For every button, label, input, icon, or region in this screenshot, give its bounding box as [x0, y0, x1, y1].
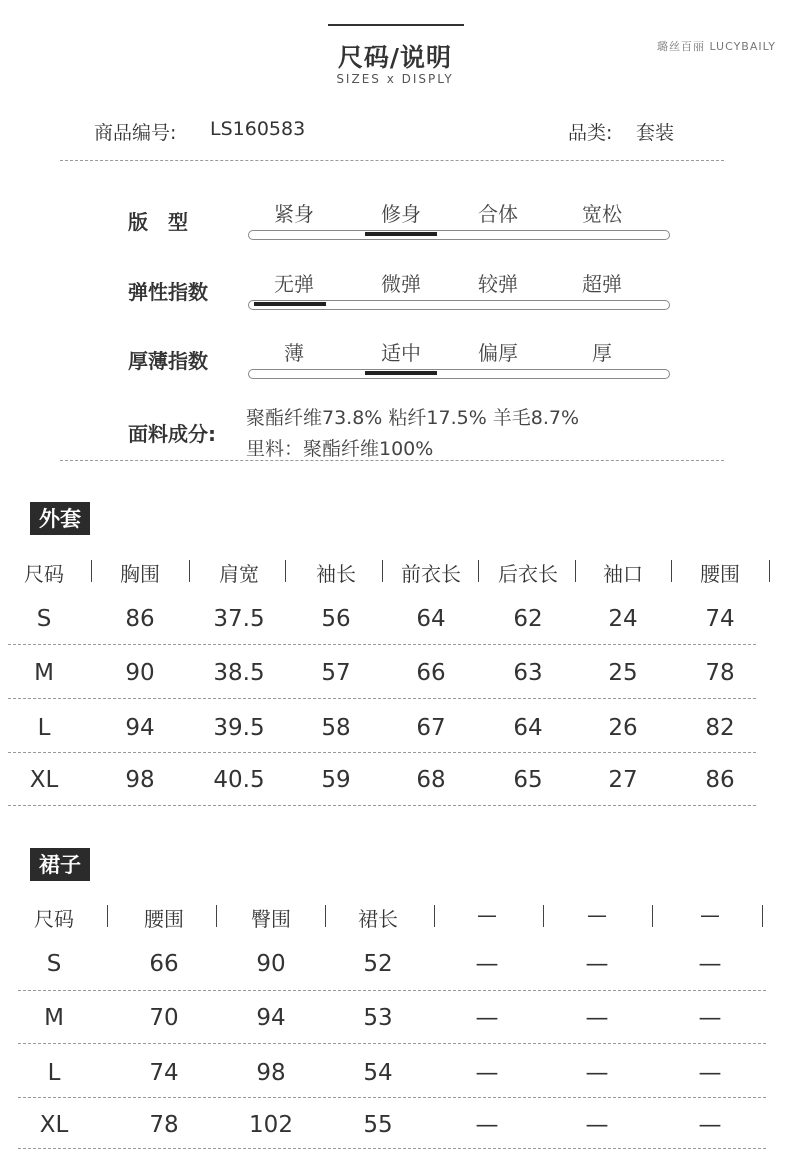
column-separator [107, 905, 108, 927]
attribute-selected-marker [254, 302, 326, 306]
column-separator [543, 905, 544, 927]
table-cell: 68 [416, 767, 446, 793]
table-cell: 86 [125, 606, 155, 632]
column-header: 臀围 [251, 907, 291, 931]
table-cell: 102 [249, 1112, 293, 1138]
table-cell: — [585, 951, 609, 977]
column-separator [285, 560, 286, 582]
row-divider [8, 644, 756, 645]
divider [60, 160, 724, 161]
table-cell: 56 [321, 606, 351, 632]
table-cell: 67 [416, 715, 446, 741]
attribute-option: 合体 [478, 202, 518, 226]
table-cell: 90 [256, 951, 286, 977]
column-header: 袖长 [316, 562, 356, 586]
table-cell: 64 [416, 606, 446, 632]
table-cell: 94 [256, 1005, 286, 1031]
attribute-option: 紧身 [274, 202, 314, 226]
fabric-composition: 聚酯纤维73.8% 粘纤17.5% 羊毛8.7% [246, 407, 580, 429]
table-cell: — [585, 1112, 609, 1138]
column-separator [671, 560, 672, 582]
attribute-option: 偏厚 [478, 341, 518, 365]
column-header: — [477, 903, 497, 927]
column-header: 腰围 [144, 907, 184, 931]
table-cell: — [585, 1060, 609, 1086]
column-separator [382, 560, 383, 582]
column-header: — [700, 903, 720, 927]
attribute-option: 无弹 [274, 272, 314, 296]
column-header: 尺码 [24, 562, 64, 586]
table-cell: S [36, 606, 52, 632]
table-cell: 98 [256, 1060, 286, 1086]
column-separator [325, 905, 326, 927]
column-separator [434, 905, 435, 927]
lining-composition: 里料：聚酯纤维100% [246, 438, 434, 460]
column-separator [216, 905, 217, 927]
attribute-option: 厚 [592, 341, 612, 365]
table-cell: 55 [363, 1112, 393, 1138]
attribute-option: 适中 [381, 341, 421, 365]
table-cell: 27 [608, 767, 638, 793]
table-cell: 94 [125, 715, 155, 741]
table-cell: 57 [321, 660, 351, 686]
table-cell: — [475, 1060, 499, 1086]
table-cell: 59 [321, 767, 351, 793]
column-separator [478, 560, 479, 582]
table-cell: 66 [149, 951, 179, 977]
column-separator [189, 560, 190, 582]
column-separator [91, 560, 92, 582]
row-divider [8, 752, 756, 753]
table-cell: 86 [705, 767, 735, 793]
skirt-section-tag: 裙子 [30, 848, 90, 881]
table-cell: XL [39, 1112, 69, 1138]
row-divider [8, 805, 756, 806]
table-cell: 26 [608, 715, 638, 741]
table-cell: 25 [608, 660, 638, 686]
column-header: 前衣长 [401, 562, 461, 586]
table-cell: — [475, 1112, 499, 1138]
table-cell: 78 [149, 1112, 179, 1138]
table-cell: 82 [705, 715, 735, 741]
table-cell: XL [29, 767, 59, 793]
table-cell: 65 [513, 767, 543, 793]
product-code-value: LS160583 [210, 118, 306, 140]
row-divider [8, 698, 756, 699]
brand-label: 璐丝百丽 LUCYBAILY [656, 40, 776, 53]
title-decoration-bar [328, 24, 464, 26]
column-separator [575, 560, 576, 582]
row-divider [18, 1148, 766, 1149]
row-divider [18, 1043, 766, 1044]
attribute-selected-marker [365, 232, 437, 236]
attribute-scale-track [248, 369, 670, 379]
table-cell: 70 [149, 1005, 179, 1031]
table-cell: 62 [513, 606, 543, 632]
table-cell: 52 [363, 951, 393, 977]
table-cell: 24 [608, 606, 638, 632]
attribute-option: 超弹 [582, 272, 622, 296]
attribute-selected-marker [365, 371, 437, 375]
attribute-scale-track [248, 230, 670, 240]
column-separator [762, 905, 763, 927]
attribute-label: 弹性指数 [128, 280, 208, 304]
table-cell: — [698, 1005, 722, 1031]
column-header: 胸围 [120, 562, 160, 586]
jacket-section-tag: 外套 [30, 502, 90, 535]
page-subtitle: SIZES x DISPLY [336, 72, 454, 86]
table-cell: L [37, 715, 51, 741]
table-cell: 78 [705, 660, 735, 686]
table-cell: 54 [363, 1060, 393, 1086]
table-cell: 37.5 [213, 606, 265, 632]
attribute-label: 厚薄指数 [128, 349, 208, 373]
category-value: 套装 [636, 122, 675, 144]
attribute-option: 微弹 [381, 272, 421, 296]
divider [60, 460, 724, 461]
table-cell: — [698, 951, 722, 977]
column-separator [769, 560, 770, 582]
row-divider [18, 990, 766, 991]
product-code-label: 商品编号: [94, 122, 177, 144]
table-cell: — [698, 1112, 722, 1138]
table-cell: 74 [149, 1060, 179, 1086]
column-header: 裙长 [358, 907, 398, 931]
column-header: 腰围 [700, 562, 740, 586]
column-header: 尺码 [34, 907, 74, 931]
table-cell: M [44, 1005, 64, 1031]
attribute-label: 版 型 [128, 210, 188, 234]
table-cell: 38.5 [213, 660, 265, 686]
attribute-option: 较弹 [478, 272, 518, 296]
column-header: 袖口 [603, 562, 643, 586]
table-cell: 39.5 [213, 715, 265, 741]
table-cell: — [698, 1060, 722, 1086]
table-cell: 66 [416, 660, 446, 686]
fabric-label: 面料成分: [128, 422, 216, 446]
column-header: — [587, 903, 607, 927]
table-cell: 90 [125, 660, 155, 686]
attribute-option: 宽松 [582, 202, 622, 226]
table-cell: 63 [513, 660, 543, 686]
table-cell: M [34, 660, 54, 686]
table-cell: — [475, 1005, 499, 1031]
column-header: 肩宽 [219, 562, 259, 586]
column-header: 后衣长 [498, 562, 558, 586]
page-title: 尺码/说明 [337, 43, 453, 72]
table-cell: 98 [125, 767, 155, 793]
table-cell: S [46, 951, 62, 977]
table-cell: — [585, 1005, 609, 1031]
table-cell: 58 [321, 715, 351, 741]
attribute-option: 薄 [284, 341, 304, 365]
table-cell: 53 [363, 1005, 393, 1031]
table-cell: 64 [513, 715, 543, 741]
table-cell: L [47, 1060, 61, 1086]
attribute-option: 修身 [381, 202, 421, 226]
category-label: 品类: [568, 122, 613, 144]
table-cell: 40.5 [213, 767, 265, 793]
table-cell: — [475, 951, 499, 977]
table-cell: 74 [705, 606, 735, 632]
column-separator [652, 905, 653, 927]
row-divider [18, 1097, 766, 1098]
